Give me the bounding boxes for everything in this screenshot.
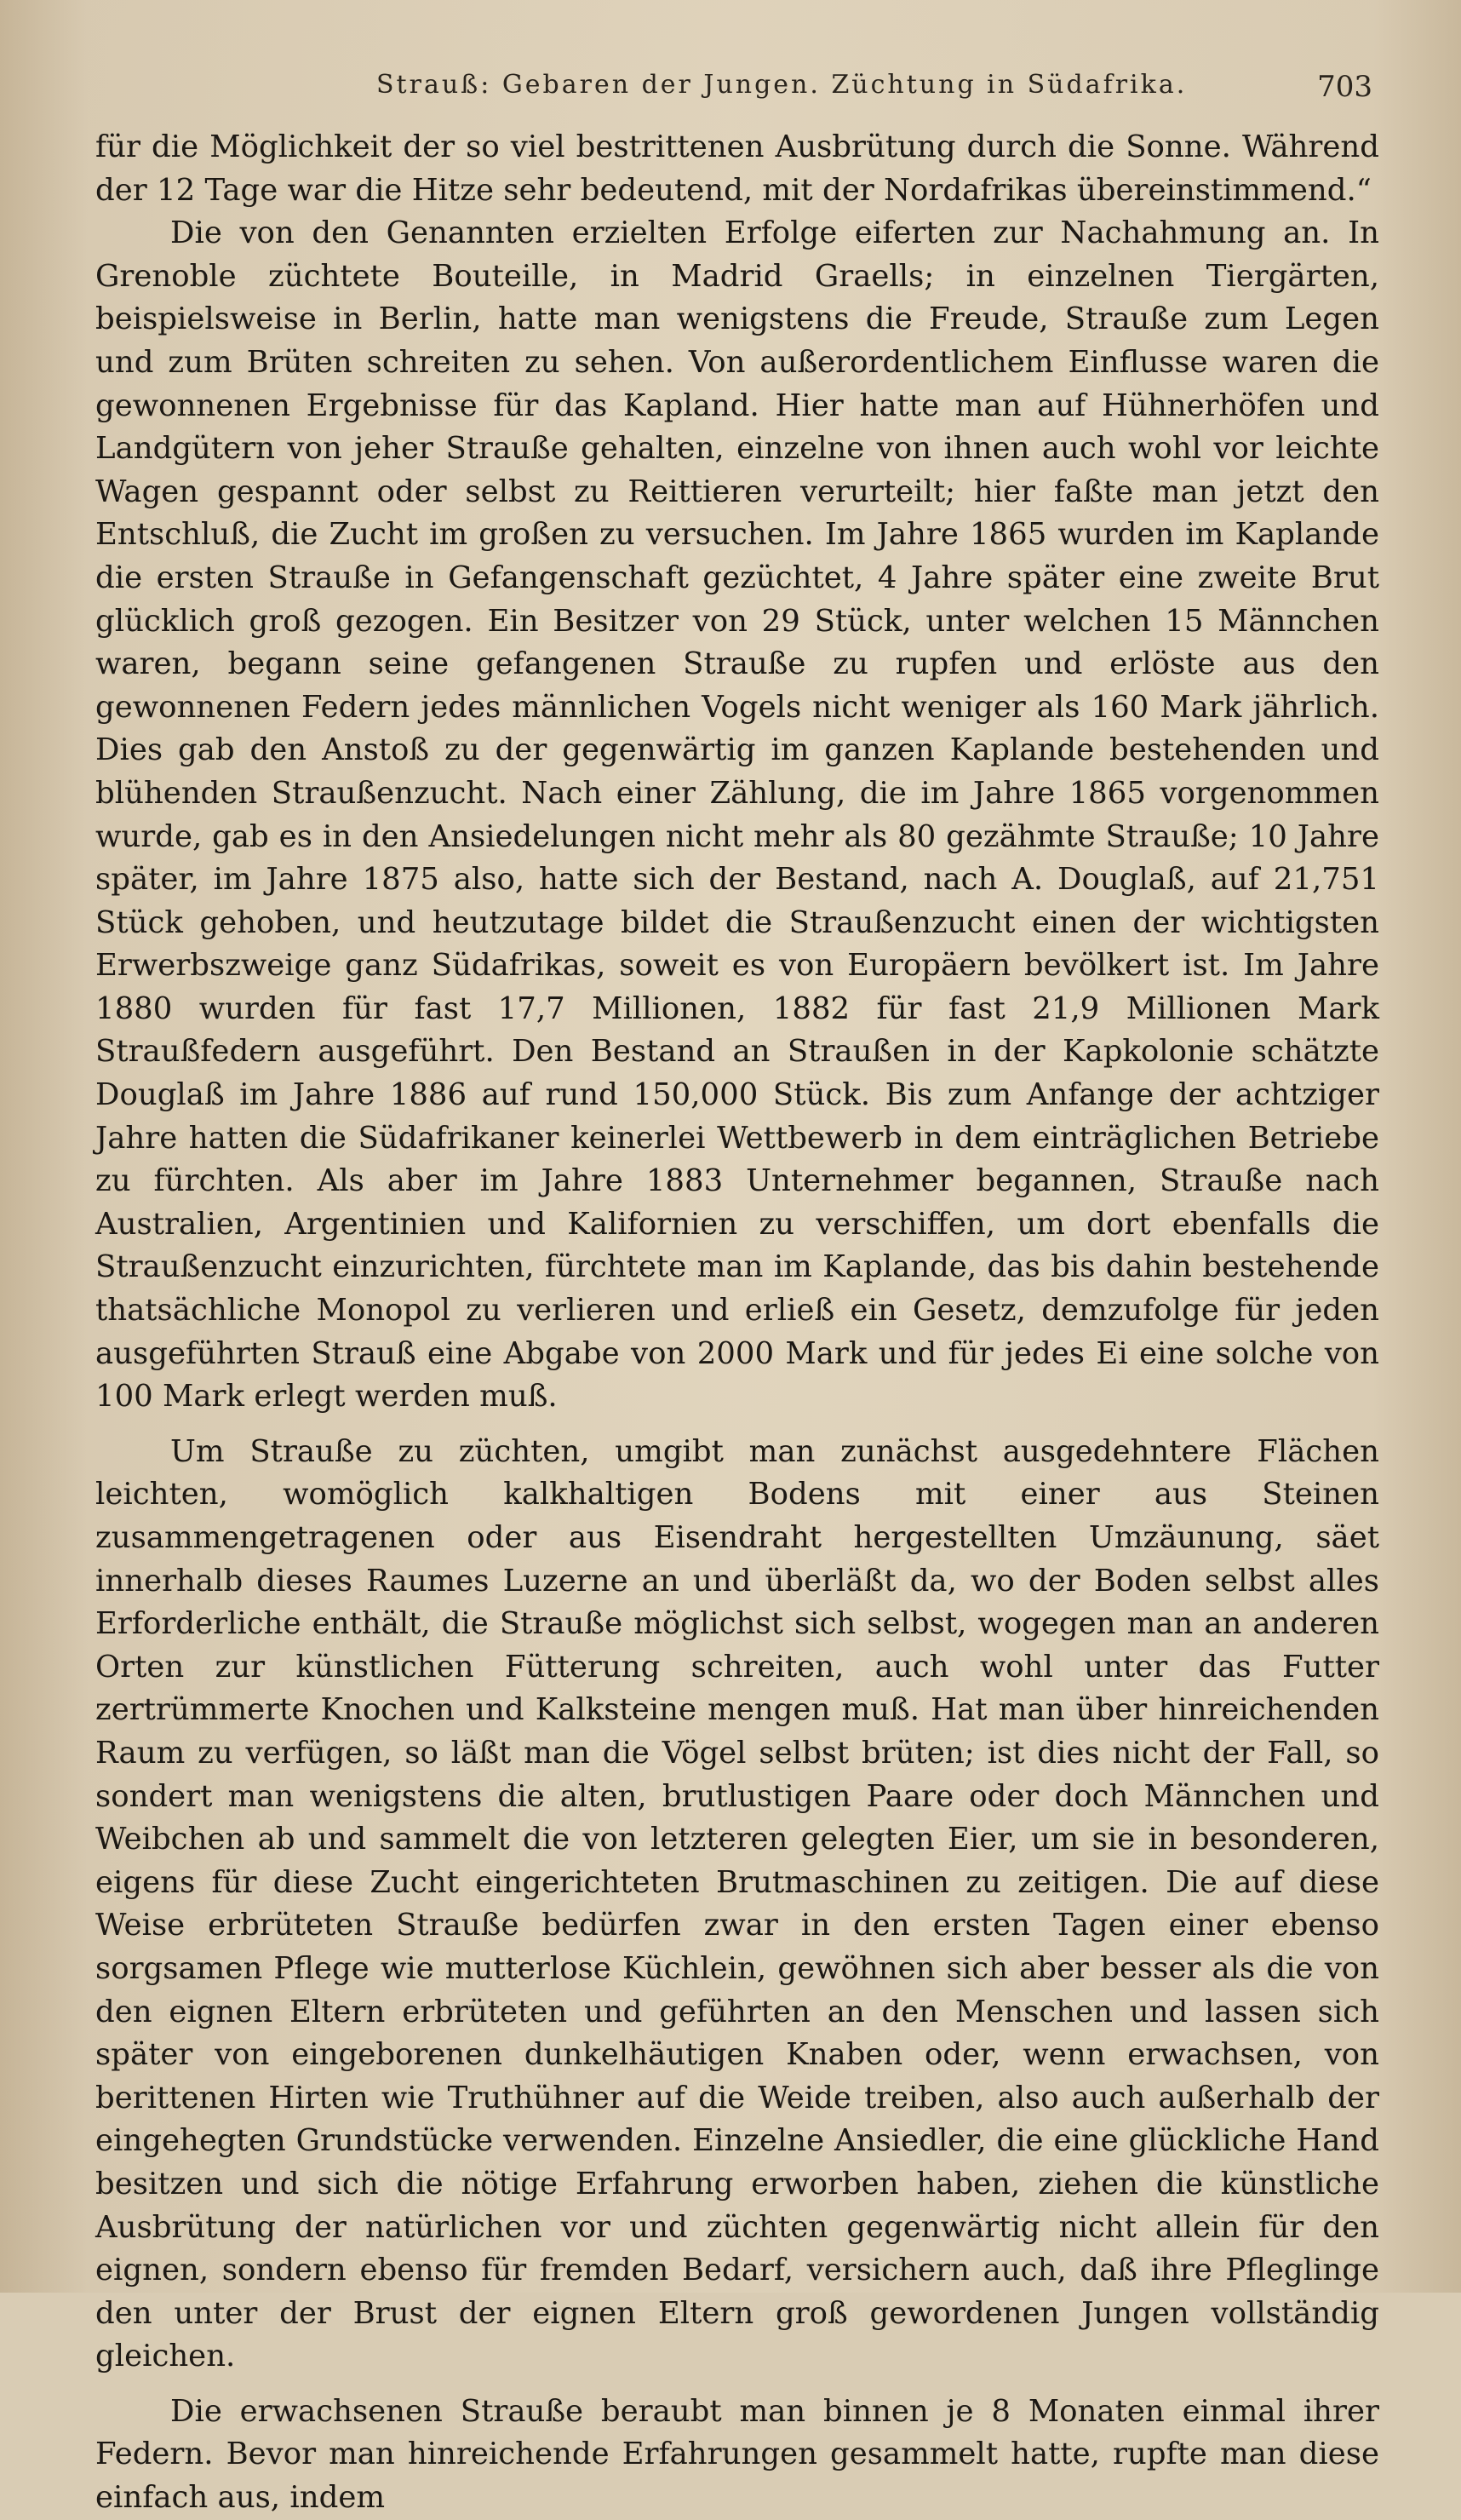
- paragraph-kapland-breeding: Die von den Genannten erzielten Erfolge eiferten zur Nachahmung an. In Grenoble züchtete Bouteille, in Madrid Graells; in einzelnen Tiergärten, beispielsweise in Berlin, hatte man wenigstens die Freude, Strauße zum Legen und zum Brüten schreiten zu sehen. Von außerordentlichem Einflusse waren die gewonnenen Ergebnisse für das Kapland. Hier hatte man auf Hühnerhöfen und Landgütern von jeher Strauße gehalten, einzelne von ihnen auch wohl vor leichte Wagen gespannt oder selbst zu Reittieren verurteilt; hier faßte man jetzt den Entschluß, die Zucht im großen zu versuchen. Im Jahre 1865 wurden im Kaplande die ersten Strauße in Gefangenschaft gezüchtet, 4 Jahre später eine zweite Brut glücklich groß gezogen. Ein Besitzer von 29 Stück, unter welchen 15 Männchen waren, begann seine gefangenen Strauße zu rupfen und erlöste aus den gewonnenen Federn jedes männlichen Vogels nicht weniger als 160 Mark jährlich. Dies gab den Anstoß zu der gegenwärtig im ganzen Kaplande bestehenden und blühenden Straußenzucht. Nach einer Zählung, die im Jahre 1865 vorgenommen wurde, gab es in den Ansiedelungen nicht mehr als 80 gezähmte Strauße; 10 Jahre später, im Jahre 1875 also, hatte sich der Bestand, nach A. Douglaß, auf 21,751 Stück gehoben, und heutzutage bildet die Straußenzucht einen der wichtigsten Erwerbszweige ganz Südafrikas, soweit es von Europäern bevölkert ist. Im Jahre 1880 wurden für fast 17,7 Millionen, 1882 für fast 21,9 Millionen Mark Straußfedern ausgeführt. Den Bestand an Straußen in der Kapkolonie schätzte Douglaß im Jahre 1886 auf rund 150,000 Stück. Bis zum Anfange der achtziger Jahre hatten die Südafrikaner keinerlei Wettbewerb in dem einträglichen Betriebe zu fürchten. Als aber im Jahre 1883 Unternehmer begannen, Strauße nach Australien, Argentinien und Kalifornien zu verschiffen, um dort ebenfalls die Straußenzucht einzurichten, fürchtete man im Kaplande, das bis dahin bestehende thatsächliche Monopol zu verlieren und erließ ein Gesetz, demzufolge für jeden ausgeführten Strauß eine Abgabe von 2000 Mark und für jedes Ei eine solche von 100 Mark erlegt werden muß.: [95, 215, 1379, 1415]
- page-number: 703: [1317, 70, 1372, 104]
- paragraph-breeding-method: Um Strauße zu züchten, umgibt man zunächst ausgedehntere Flächen leichten, womöglich kalkhaltigen Bodens mit einer aus Steinen zusammengetragenen oder aus Eisendraht hergestellten Umzäunung, säet innerhalb dieses Raumes Luzerne an und überläßt da, wo der Boden selbst alles Erforderliche enthält, die Strauße möglichst sich selbst, wogegen man an anderen Orten zur künstlichen Fütterung schreiten, auch wohl unter das Futter zertrümmerte Knochen und Kalksteine mengen muß. Hat man über hinreichenden Raum zu verfügen, so läßt man die Vögel selbst brüten; ist dies nicht der Fall, so sondert man wenigstens die alten, brutlustigen Paare oder doch Männchen und Weibchen ab und sammelt die von letzteren gelegten Eier, um sie in besonderen, eigens für diese Zucht eingerichteten Brutmaschinen zu zeitigen. Die auf diese Weise erbrüteten Strauße bedürfen zwar in den ersten Tagen einer ebenso sorgsamen Pflege wie mutterlose Küchlein, gewöhnen sich aber besser als die von den eignen Eltern erbrüteten und geführten an den Menschen und lassen sich später von eingeborenen dunkelhäutigen Knaben oder, wenn erwachsen, von berittenen Hirten wie Truthühner auf die Weide treiben, also auch außerhalb der eingehegten Grundstücke verwenden. Einzelne Ansiedler, die eine glückliche Hand besitzen und sich die nötige Erfahrung erworben haben, ziehen die künstliche Ausbrütung der natürlichen vor und züchten gegenwärtig nicht allein für den eignen, sondern ebenso für fremden Bedarf, versichern auch, daß ihre Pfleglinge den unter der Brust der eignen Eltern groß gewordenen Jungen vollständig gleichen.: [95, 1433, 1379, 2374]
- running-header: [95, 70, 1372, 121]
- running-title: Strauß: Gebaren der Jungen. Züchtung in Südafrika.: [376, 70, 1188, 100]
- paragraph-continuation: für die Möglichkeit der so viel bestrittenen Ausbrütung durch die Sonne. Während der 12 Tage war die Hitze sehr bedeutend, mit der Nordafrikas übereinstimmend.“: [95, 129, 1379, 208]
- paragraph-feather-harvest: Die erwachsenen Strauße beraubt man binnen je 8 Monaten einmal ihrer Federn. Bevor man hinreichende Erfahrungen gesammelt hatte, rupfte man diese einfach aus, indem: [95, 2393, 1379, 2516]
- body-text: [95, 126, 1379, 2520]
